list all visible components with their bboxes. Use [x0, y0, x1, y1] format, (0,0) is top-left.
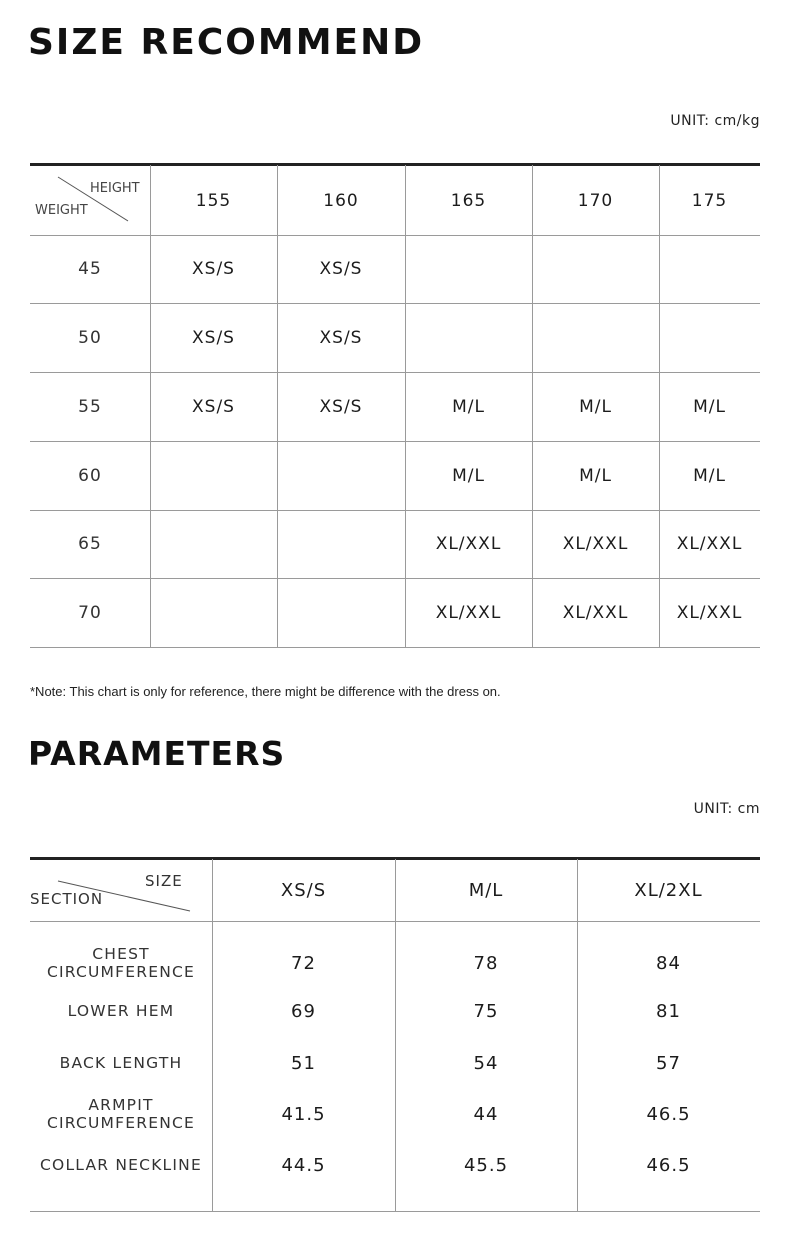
measurement-cell: 44	[473, 1103, 499, 1125]
size-cell: M/L	[693, 465, 726, 486]
size-cell: XL/XXL	[676, 534, 743, 554]
size-note: *Note: This chart is only for reference, there might be difference with the dress on.	[30, 684, 501, 699]
measurement-cell: 75	[473, 1000, 499, 1022]
measurement-cell: 44.5	[281, 1154, 326, 1176]
measurement-cell: 81	[656, 1000, 681, 1022]
weight-cell: 70	[78, 602, 102, 623]
weight-cell: 50	[78, 327, 102, 348]
size-header-cell: XS/S	[280, 880, 327, 901]
measurement-cell: 54	[473, 1052, 499, 1074]
measurement-cell: 57	[656, 1052, 681, 1074]
weight-cell: 65	[78, 534, 102, 554]
size-cell	[150, 578, 277, 647]
section-label: ARMPIT CIRCUMFERENCE	[46, 1096, 196, 1132]
row-divider	[30, 921, 760, 922]
size-cell	[277, 578, 405, 647]
measurement-cell: 46.5	[646, 1103, 691, 1125]
size-header-label: SIZE	[145, 872, 183, 890]
size-cell	[532, 303, 659, 372]
section-label: BACK LENGTH	[59, 1054, 183, 1072]
section-label: COLLAR NECKLINE	[40, 1156, 202, 1174]
size-header-cell: XL/2XL	[634, 880, 703, 901]
height-header-label: HEIGHT	[90, 181, 140, 196]
size-cell	[532, 235, 659, 303]
size-cell: M/L	[579, 465, 612, 486]
weight-cell: 60	[78, 465, 102, 486]
size-cell	[277, 510, 405, 578]
size-cell: M/L	[452, 465, 485, 486]
size-cell	[150, 510, 277, 578]
corner-diagonal-line	[30, 163, 150, 233]
size-cell	[150, 441, 277, 510]
height-header-cell: 160	[323, 190, 359, 211]
weight-cell: 55	[78, 396, 102, 417]
size-cell	[659, 235, 760, 303]
size-cell	[277, 441, 405, 510]
parameters-unit-label: UNIT: cm	[693, 801, 760, 817]
weight-cell: 45	[78, 259, 102, 279]
height-header-cell: 165	[450, 190, 487, 211]
size-cell	[405, 235, 532, 303]
measurement-cell: 84	[656, 952, 681, 974]
section-label: CHEST CIRCUMFERENCE	[46, 945, 196, 981]
size-recommend-table	[30, 163, 760, 647]
parameters-title: PARAMETERS	[28, 734, 286, 773]
size-cell: XS/S	[319, 396, 363, 417]
measurement-cell: 72	[291, 952, 316, 974]
size-cell: M/L	[693, 396, 726, 417]
size-recommend-title: SIZE RECOMMEND	[28, 22, 425, 63]
size-cell: XS/S	[192, 259, 235, 279]
size-cell: M/L	[579, 396, 612, 417]
size-cell: XL/XXL	[435, 602, 502, 623]
height-header-cell: 175	[691, 190, 728, 211]
size-cell: XL/XXL	[435, 534, 502, 554]
size-cell: XL/XXL	[676, 602, 743, 623]
size-cell: XS/S	[319, 327, 363, 348]
corner-diagonal-line	[30, 857, 220, 917]
section-header-label: SECTION	[30, 890, 104, 908]
size-unit-label: UNIT: cm/kg	[670, 113, 760, 129]
parameters-table	[30, 857, 760, 1212]
size-header-cell: M/L	[468, 880, 504, 901]
size-cell	[405, 303, 532, 372]
section-label: LOWER HEM	[67, 1002, 175, 1020]
height-header-cell: 170	[577, 190, 614, 211]
size-cell: XL/XXL	[562, 602, 629, 623]
size-cell: M/L	[452, 396, 485, 417]
measurement-cell: 69	[291, 1000, 316, 1022]
size-cell	[659, 303, 760, 372]
height-header-cell: 155	[195, 190, 232, 211]
size-cell: XS/S	[319, 259, 363, 279]
weight-header-label: WEIGHT	[35, 203, 88, 218]
size-cell: XL/XXL	[562, 534, 629, 554]
measurement-cell: 45.5	[463, 1154, 509, 1176]
size-cell: XS/S	[192, 396, 235, 417]
measurement-cell: 78	[473, 952, 499, 974]
measurement-cell: 51	[291, 1052, 316, 1074]
measurement-cell: 41.5	[281, 1103, 326, 1125]
row-divider	[30, 647, 760, 648]
row-divider	[30, 1211, 760, 1212]
size-cell: XS/S	[192, 327, 235, 348]
measurement-cell: 46.5	[646, 1154, 691, 1176]
